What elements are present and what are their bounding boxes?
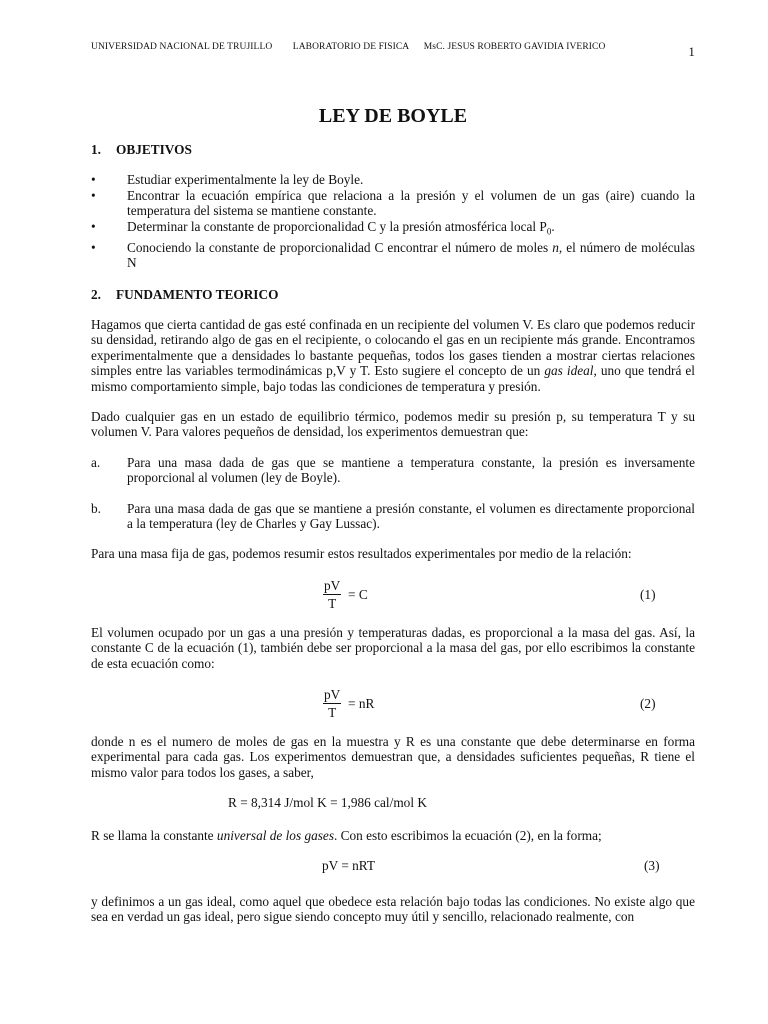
document-body bbox=[91, 100, 695, 940]
bullet-marker: • bbox=[91, 239, 96, 255]
equation-number: (1) bbox=[640, 586, 656, 602]
equation-rhs: = C bbox=[348, 586, 368, 602]
equation-1 bbox=[91, 577, 695, 615]
list-marker: b. bbox=[91, 500, 101, 516]
paragraph: donde n es el numero de moles de gas en la muestra y R es una constante que debe determinarse en forma experimental para cada gas. Los experimentos demuestran que, a densidades suficientes pequeñas, R tiene el mismo valor para todos los gases, a saber, bbox=[91, 734, 695, 780]
header-author: MsC. JESUS ROBERTO GAVIDIA IVERICO bbox=[423, 42, 606, 52]
italic-term: gas ideal bbox=[544, 363, 594, 379]
bullet-marker: • bbox=[91, 187, 96, 203]
objective-item: • Conociendo la constante de proporcionalidad C encontrar el número de moles n, el número de moléculas N bbox=[91, 239, 695, 271]
document-title: LEY DE BOYLE bbox=[318, 105, 468, 127]
header-lab: LABORATORIO DE FISICA bbox=[292, 42, 410, 52]
fraction bbox=[323, 686, 341, 721]
equation-rhs: = nR bbox=[348, 696, 375, 711]
section-number: 2. bbox=[91, 286, 101, 302]
objective-item: • Encontrar la ecuación empírica que relaciona a la presión y el volumen de un gas (aire) cuando la temperatura del sistema se mantiene constante. bbox=[91, 187, 695, 219]
denominator: T bbox=[328, 595, 337, 611]
bullet-marker: • bbox=[91, 172, 96, 188]
paragraph: Para una masa fija de gas, podemos resumir estos resultados experimentales por medio de la relación: bbox=[91, 546, 632, 562]
subscript: 0 bbox=[546, 226, 552, 237]
section-fundamento-heading bbox=[91, 287, 695, 302]
page-number: 1 bbox=[688, 44, 695, 59]
numerator: pV bbox=[324, 687, 341, 702]
section-title: FUNDAMENTO TEORICO bbox=[116, 286, 279, 302]
equation-2 bbox=[91, 686, 695, 724]
paragraph: Hagamos que cierta cantidad de gas esté confinada en un recipiente del volumen V. Es claro que podemos reducir su densidad, retirando algo de gas en el recipiente, o colocando el gas en un recipiente más grande. Encontramos experimentalmente que a densidades lo bastante pequeñas, todos los gases tienden a mostrar ciertas relaciones simples entre las variables termodinámicas p,V y T. Esto sugiere el concepto de un gas ideal, uno que tendrá el mismo comportamiento simple, bajo todas las condiciones de temperatura y presión. bbox=[91, 316, 695, 394]
section-number: 1. bbox=[91, 142, 101, 157]
equation-3 bbox=[91, 858, 695, 876]
equation-number: (3) bbox=[644, 858, 660, 874]
paragraph: Dado cualquier gas en un estado de equilibrio térmico, podemos medir su presión p, su temperatura T y su volumen V. Para valores pequeños de densidad, los experimentos demuestran que: bbox=[91, 408, 695, 440]
paragraph: R se llama la constante universal de los gases. Con esto escribimos la ecuación (2), en la forma; bbox=[91, 827, 602, 843]
objective-item: • Estudiar experimentalmente la ley de Boyle. bbox=[91, 172, 364, 188]
fraction bbox=[323, 577, 341, 612]
bullet-marker: • bbox=[91, 218, 96, 234]
paragraph: y definimos a un gas ideal, como aquel que obedece esta relación bajo todas las condiciones. No existe algo que sea en verdad un gas ideal, pero sigue siendo concepto muy útil y sencillo, relacionado realmente, con bbox=[91, 894, 695, 925]
objective-item: • Determinar la constante de proporcionalidad C y la presión atmosférica local $P_0$. bbox=[91, 218, 555, 237]
objectives-list bbox=[91, 172, 695, 270]
denominator: T bbox=[328, 705, 337, 720]
section-title: OBJETIVOS bbox=[116, 142, 192, 157]
paragraph: El volumen ocupado por un gas a una presión y temperaturas dadas, es proporcional a la masa del gas. Así, la constante C de la ecuación (1), también debe ser proporcional a la masa del gas, por ello escribimos la constante de esta ecuación como: bbox=[91, 624, 695, 671]
equation-text: pV = nRT bbox=[322, 858, 375, 874]
numerator: pV bbox=[324, 577, 341, 593]
header-university: UNIVERSIDAD NACIONAL DE TRUJILLO bbox=[91, 42, 273, 52]
italic-n: n, bbox=[552, 239, 563, 255]
italic-term: universal de los gases bbox=[216, 827, 334, 843]
page-header bbox=[91, 42, 695, 59]
equation-number: (2) bbox=[640, 696, 656, 711]
section-objetivos-heading bbox=[91, 142, 695, 157]
list-item-b: b. Para una masa dada de gas que se mantiene a presión constante, el volumen es directamente proporcional a la temperatura (ley de Charles y Gay Lussac). bbox=[91, 500, 695, 531]
list-item-a: a. Para una masa dada de gas que se mantiene a temperatura constante, la presión es inversamente proporcional al volumen (ley de Boyle). bbox=[91, 454, 695, 486]
list-marker: a. bbox=[91, 454, 101, 470]
gas-constant-value: R = 8,314 J/mol K = 1,986 cal/mol K bbox=[228, 795, 427, 811]
